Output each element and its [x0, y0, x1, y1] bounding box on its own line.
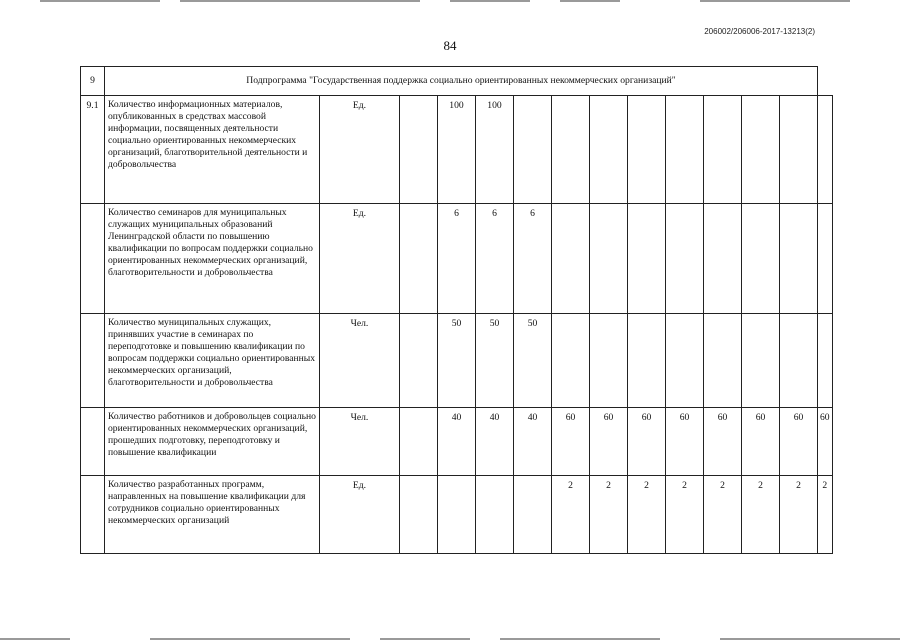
value-cell: [400, 204, 438, 314]
value-cell: 6: [476, 204, 514, 314]
value-cell: [742, 314, 780, 408]
value-cell: [400, 314, 438, 408]
value-cell: [742, 96, 780, 204]
value-cell: 100: [476, 96, 514, 204]
value-cell: [666, 96, 704, 204]
value-cell: [590, 96, 628, 204]
table-row: [81, 476, 833, 554]
indicator-description: Количество информационных материалов, опубликованных в средствах массовой информации, посвященных деятельности социально ориентированных некоммерческих организаций, благотворительной деятельности и добровольчества: [105, 96, 320, 204]
value-cell: [818, 96, 833, 204]
unit-cell: Ед.: [320, 96, 400, 204]
value-cell: [552, 96, 590, 204]
table-row: [81, 204, 833, 314]
table-row: [81, 314, 833, 408]
value-cell: 2: [818, 476, 833, 554]
value-cell: 40: [514, 408, 552, 476]
value-cell: 2: [780, 476, 818, 554]
value-cell: [780, 204, 818, 314]
value-cell: 50: [476, 314, 514, 408]
value-cell: 6: [514, 204, 552, 314]
unit-cell: Ед.: [320, 204, 400, 314]
value-cell: [742, 204, 780, 314]
value-cell: 50: [514, 314, 552, 408]
table-row: [81, 96, 833, 204]
value-cell: 2: [742, 476, 780, 554]
value-cell: 60: [590, 408, 628, 476]
table-row: [81, 408, 833, 476]
value-cell: [514, 96, 552, 204]
indicator-description: Количество работников и добровольцев социально ориентированных некоммерческих организаций, прошедших подготовку, переподготовку и повышение квалификации: [105, 408, 320, 476]
value-cell: [628, 96, 666, 204]
value-cell: [666, 204, 704, 314]
value-cell: 2: [590, 476, 628, 554]
value-cell: 60: [742, 408, 780, 476]
value-cell: [628, 204, 666, 314]
row-index: [81, 476, 105, 554]
value-cell: [780, 96, 818, 204]
indicator-description: Количество семинаров для муниципальных служащих муниципальных образований Ленинградской области по повышению квалификации по вопросам поддержки социально ориентированных некоммерческих организаций, благотворительности и добровольчества: [105, 204, 320, 314]
value-cell: 40: [438, 408, 476, 476]
row-index: [81, 204, 105, 314]
value-cell: [552, 204, 590, 314]
value-cell: [818, 314, 833, 408]
value-cell: [400, 408, 438, 476]
indicator-description: Количество муниципальных служащих, принявших участие в семинарах по переподготовке и повышению квалификации по вопросам поддержки социально ориентированных некоммерческих организаций, благотворительности и добровольчества: [105, 314, 320, 408]
value-cell: 60: [628, 408, 666, 476]
value-cell: 60: [552, 408, 590, 476]
value-cell: [666, 314, 704, 408]
value-cell: 50: [438, 314, 476, 408]
indicator-description: Количество разработанных программ, направленных на повышение квалификации для сотрудников социально ориентированных некоммерческих организаций: [105, 476, 320, 554]
value-cell: [514, 476, 552, 554]
value-cell: 2: [552, 476, 590, 554]
value-cell: 60: [666, 408, 704, 476]
value-cell: [704, 96, 742, 204]
value-cell: 6: [438, 204, 476, 314]
value-cell: [590, 314, 628, 408]
value-cell: [590, 204, 628, 314]
value-cell: 2: [628, 476, 666, 554]
value-cell: [704, 204, 742, 314]
value-cell: 100: [438, 96, 476, 204]
row-index: [81, 314, 105, 408]
document-id: 206002/206006-2017-13213(2): [704, 27, 815, 36]
value-cell: [476, 476, 514, 554]
value-cell: 60: [818, 408, 833, 476]
value-cell: [780, 314, 818, 408]
value-cell: [552, 314, 590, 408]
indicators-table: [80, 66, 833, 554]
value-cell: [400, 96, 438, 204]
value-cell: 2: [666, 476, 704, 554]
value-cell: [400, 476, 438, 554]
section-title: Подпрограмма "Государственная поддержка социально ориентированных некоммерческих организаций": [105, 67, 818, 96]
value-cell: 2: [704, 476, 742, 554]
unit-cell: Ед.: [320, 476, 400, 554]
value-cell: 40: [476, 408, 514, 476]
value-cell: [704, 314, 742, 408]
section-number: 9: [81, 67, 105, 96]
value-cell: [818, 204, 833, 314]
value-cell: 60: [704, 408, 742, 476]
page-number: 84: [443, 38, 457, 53]
unit-cell: Чел.: [320, 408, 400, 476]
scan-edge-top: [0, 0, 905, 2]
row-index: [81, 408, 105, 476]
value-cell: [438, 476, 476, 554]
unit-cell: Чел.: [320, 314, 400, 408]
section-header-row: [81, 67, 833, 96]
value-cell: [628, 314, 666, 408]
value-cell: 60: [780, 408, 818, 476]
row-index: 9.1: [81, 96, 105, 204]
